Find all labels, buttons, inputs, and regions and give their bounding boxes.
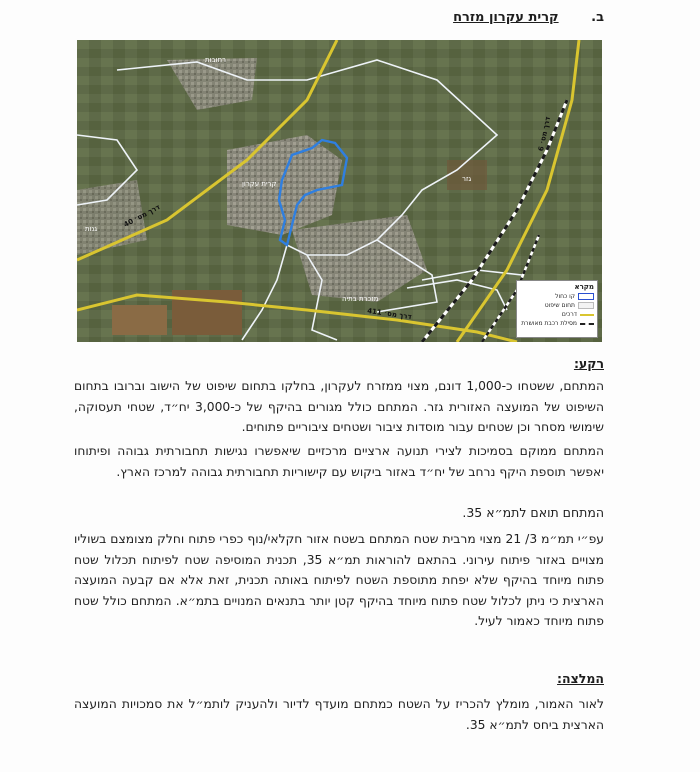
recommendation-paragraph: לאור האמור, מומלץ להכריז על השטח כמתחם מועדף לדיור ולהעניק לותמ״ל את סמכויות המועצה הארצית ביחס לתמ״א 35.: [74, 697, 604, 732]
legend-item: דרכים: [561, 311, 577, 318]
background-paragraph-1: המתחם, ששטחו כ-1,000 דונם, מצוי ממזרח לעקרון, בחלקו בתחום שיפוט של הישוב וברובו בתחום השיפוט של המועצה האזורית גזר. המתחם כולל מגורים בהיקף של כ-3,000 יח״ד, שטחי תעסוקה, שימושי מסחר וכן שטחים עבור מוסדות ציבור ושטחים ציבוריים פתוחים.: [74, 379, 604, 434]
map-label-kiryat-ekron: קרית עקרון: [242, 180, 277, 188]
compliance-paragraph: עפ״י תמ״מ 3/ 21 מצוי מרבית שטח המתחם בשטח אזור חקלאי/נוף כפרי פתוח וחלק מצומצם בשוליו מצויים באזור פיתוח עירוני. בהתאם להוראות תמ״א 35, תכנית המוסיפה שטח לפיתוח תכלול שטח פתוח מיוחד בהיקף שלא יפחת מתוספת השטח לפיתוח באותה תכנית, זאת אלא אם קבעה המועצה הארצית כי ניתן לכלול שטח פתוח מיוחד בהיקף קטן יותר בתנאים המנויים בתמ״א. המתחם כולל שטח פתוח מיוחד כאמור לעיל.: [74, 532, 604, 628]
jurisdiction-swatch: [578, 302, 594, 309]
section-heading: [453, 10, 604, 25]
section-title: קרית עקרון מזרח: [453, 10, 559, 25]
legend-item: תחום שיפוט: [544, 302, 575, 309]
legend-row: [520, 302, 594, 309]
legend-title: מקרא: [574, 283, 594, 291]
map-label-road-411: דרך מס׳ 411: [366, 306, 413, 322]
legend-item: קו כחול: [555, 293, 575, 300]
road-swatch: [580, 314, 594, 316]
map-label-ganot: גנות: [85, 225, 98, 233]
map-label-gezer: גזר: [462, 175, 472, 183]
blue-line-swatch: [578, 293, 594, 300]
map-legend: [516, 280, 598, 338]
legend-row: [520, 311, 594, 318]
recommendation-heading: המלצה:: [557, 671, 604, 686]
map-label-road-40: דרך מס׳ 40: [122, 203, 162, 229]
legend-row: [520, 320, 594, 327]
map-label-road-6: דרך מס׳ 6: [536, 116, 553, 152]
legend-row: [520, 293, 594, 300]
compliance-line: המתחם תואם לתמ״א 35.: [462, 505, 604, 520]
legend-item: מסילת רכבת מאושרת: [521, 320, 577, 327]
aerial-map: [77, 40, 602, 342]
map-label-mazkeret-batya: מזכרת בתיה: [342, 295, 379, 303]
map-label-rehovot: רחובות: [205, 56, 226, 64]
background-heading: רקע:: [573, 356, 604, 371]
section-label: ב.: [591, 10, 604, 25]
background-paragraph-2: המתחם ממוקם בסמיכות לצירי תנועה ארציים מרכזיים שיאפשרו נגישות תחבורתית גבוהה ופיתוחו יאפשר תוספת היקף נרחב של יח״ד באזור ביקוש עם קישוריות תחבורתית גבוהה למרכז הארץ.: [74, 444, 604, 479]
rail-swatch: [580, 323, 594, 325]
